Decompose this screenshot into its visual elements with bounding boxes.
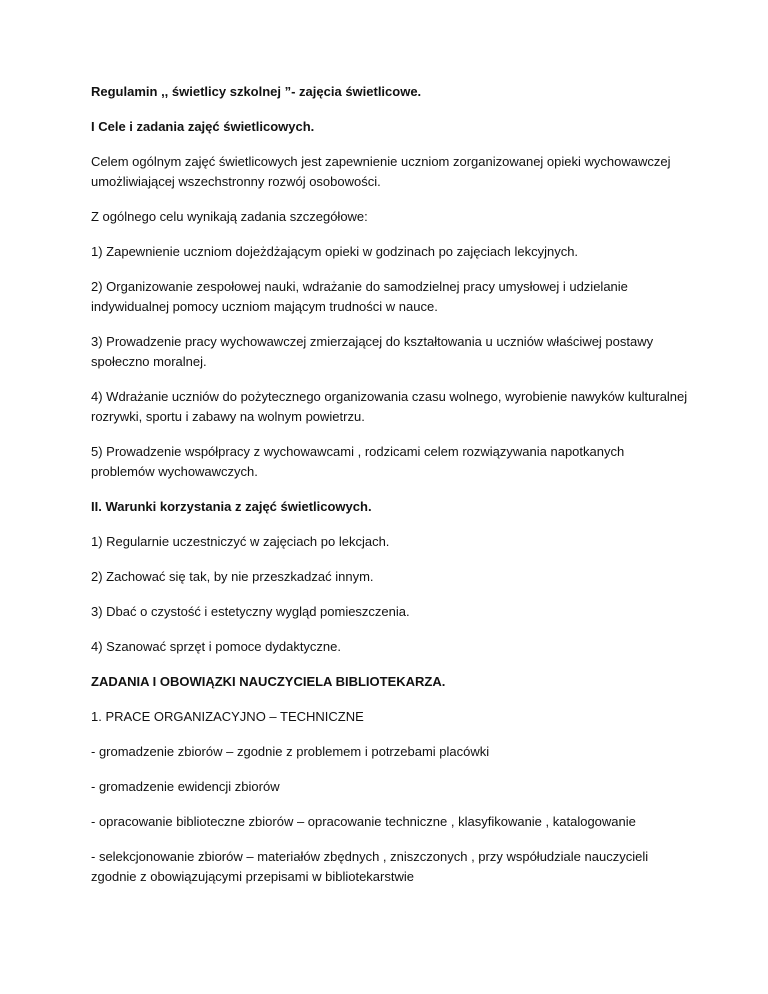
- list-item-goal-1: 1) Zapewnienie uczniom dojeżdżającym opieki w godzinach po zajęciach lekcyjnych.: [91, 244, 579, 259]
- list-item-goal-5: 5) Prowadzenie współpracy z wychowawcami , rodzicami celem rozwiązywania napotkanych problemów wychowawczych.: [91, 444, 625, 479]
- list-item-condition-2: 2) Zachować się tak, by nie przeszkadzać innym.: [91, 569, 374, 584]
- document-title: Regulamin ,, świetlicy szkolnej ”- zajęcia świetlicowe.: [91, 84, 422, 99]
- list-item-goal-4: 4) Wdrażanie uczniów do pożytecznego organizowania czasu wolnego, wyrobienie nawyków kulturalnej rozrywki, sportu i zabawy na wolnym powietrzu.: [91, 389, 688, 424]
- list-item-goal-2: 2) Organizowanie zespołowej nauki, wdrażanie do samodzielnej pracy umysłowej i udzielanie indywidualnej pomocy uczniom mającym trudności w nauce.: [91, 279, 628, 314]
- list-item-condition-3: 3) Dbać o czystość i estetyczny wygląd pomieszczenia.: [91, 604, 410, 619]
- list-item-task-1: - gromadzenie zbiorów – zgodnie z problemem i potrzebami placówki: [91, 744, 490, 759]
- paragraph-lead: Z ogólnego celu wynikają zadania szczegółowe:: [91, 209, 368, 224]
- list-item-condition-1: 1) Regularnie uczestniczyć w zajęciach po lekcjach.: [91, 534, 390, 549]
- section-heading-librarian: ZADANIA I OBOWIĄZKI NAUCZYCIELA BIBLIOTEKARZA.: [91, 674, 446, 689]
- list-item-task-3: - opracowanie biblioteczne zbiorów – opracowanie techniczne , klasyfikowanie , katalogowanie: [91, 814, 636, 829]
- list-item-task-4: - selekcjonowanie zbiorów – materiałów zbędnych , zniszczonych , przy współudziale nauczycieli zgodnie z obowiązującymi przepisami w bibliotekarstwie: [91, 849, 649, 884]
- section-heading-goals: I Cele i zadania zajęć świetlicowych.: [91, 119, 315, 134]
- list-item-task-2: - gromadzenie ewidencji zbiorów: [91, 779, 280, 794]
- section-heading-conditions: II. Warunki korzystania z zajęć świetlicowych.: [91, 499, 372, 514]
- subsection-heading-organizational: 1. PRACE ORGANIZACYJNO – TECHNICZNE: [91, 709, 364, 724]
- document-body: [91, 82, 691, 902]
- paragraph-intro: Celem ogólnym zajęć świetlicowych jest zapewnienie uczniom zorganizowanej opieki wychowawczej umożliwiającej wszechstronny rozwój osobowości.: [91, 154, 671, 189]
- list-item-condition-4: 4) Szanować sprzęt i pomoce dydaktyczne.: [91, 639, 342, 654]
- list-item-goal-3: 3) Prowadzenie pracy wychowawczej zmierzającej do kształtowania u uczniów właściwej postawy społeczno moralnej.: [91, 334, 654, 369]
